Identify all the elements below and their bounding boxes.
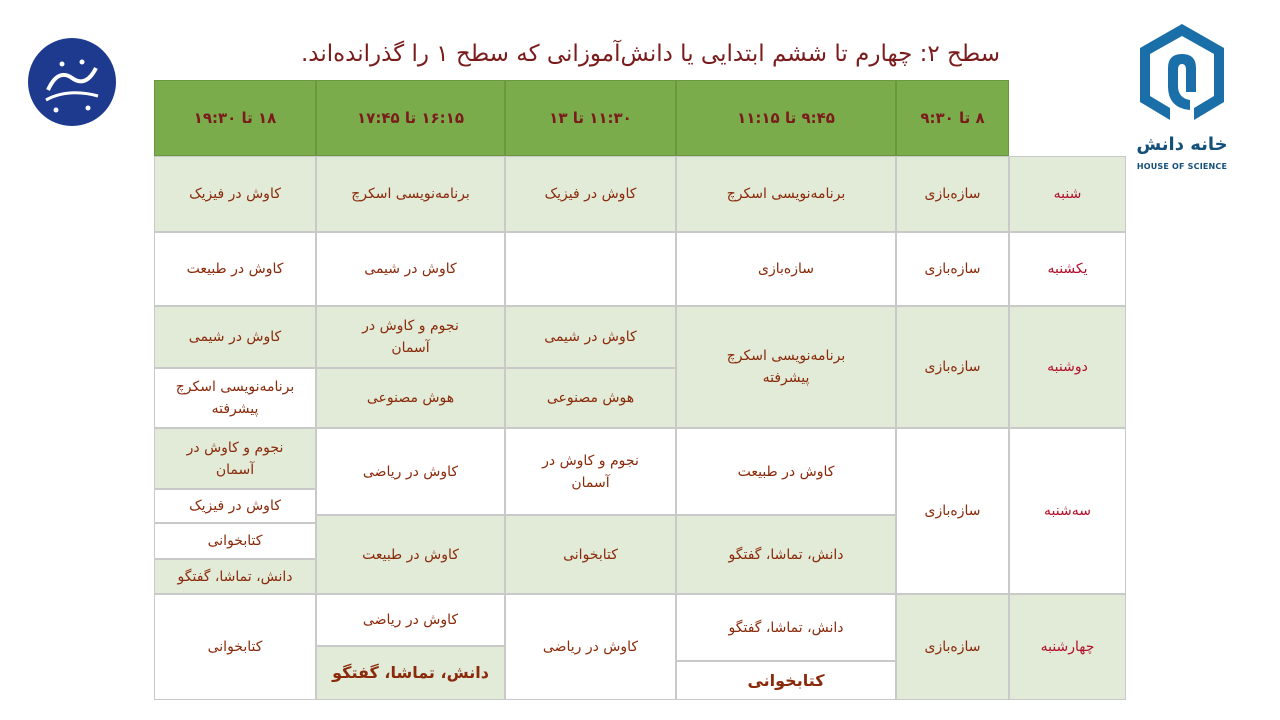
cell-tue-slot5d: دانش، تماشا، گفتگو [154,559,316,594]
cell-tue-slot2a: کاوش در طبیعت [676,428,896,515]
header-slot-4: ۱۶:۱۵ تا ۱۷:۴۵ [316,80,505,156]
cell-wed-slot4b: دانش، تماشا، گفتگو [316,646,505,700]
cell-tue-slot4b: کاوش در طبیعت [316,515,505,594]
cell-tue-slot2b: دانش، تماشا، گفتگو [676,515,896,594]
cell-mon-slot1: ساز‌ه‌بازی [896,306,1009,428]
cell-tue-slot3a: نجوم و کاوش در آسمان [505,428,676,515]
logo-text-fa: خانه دانش [1136,134,1228,155]
cell-wed-slot2b: کتابخوانی [676,661,896,700]
cell-mon-slot3b: هوش مصنوعی [505,368,676,428]
cell-sat-slot5: کاوش در فیزیک [154,156,316,232]
cell-wed-slot2a: دانش، تماشا، گفتگو [676,594,896,661]
day-wednesday: چهارشنبه [1009,594,1126,700]
cell-mon-slot4b: هوش مصنوعی [316,368,505,428]
cell-sun-slot5: کاوش در طبیعت [154,232,316,306]
cell-mon-slot5a: کاوش در شیمی [154,306,316,368]
page-title: سطح ۲: چهارم تا ششم ابتدایی یا دانش‌آموزانی که سطح ۱ را گذرانده‌اند. [300,41,1000,67]
cell-tue-slot5c: کتابخوانی [154,523,316,559]
cell-wed-slot1: ساز‌ه‌بازی [896,594,1009,700]
cell-wed-slot5: کتابخوانی [154,594,316,700]
header-slot-3: ۱۱:۳۰ تا ۱۳ [505,80,676,156]
cell-sun-slot4: کاوش در شیمی [316,232,505,306]
cell-tue-slot5b: کاوش در فیزیک [154,489,316,523]
cell-sat-slot3: کاوش در فیزیک [505,156,676,232]
cell-sun-slot1: ساز‌ه‌بازی [896,232,1009,306]
cell-mon-slot4a: نجوم و کاوش در آسمان [316,306,505,368]
logo-text-en: HOUSE OF SCIENCE [1136,162,1228,171]
cell-sat-slot1: ساز‌ه‌بازی [896,156,1009,232]
header-slot-5: ۱۸ تا ۱۹:۳۰ [154,80,316,156]
cell-sun-slot3 [505,232,676,306]
cell-tue-slot5a: نجوم و کاوش در آسمان [154,428,316,489]
cell-tue-slot3b: کتابخوانی [505,515,676,594]
day-sunday: یکشنبه [1009,232,1126,306]
cell-sun-slot2: ساز‌ه‌بازی [676,232,896,306]
day-saturday: شنبه [1009,156,1126,232]
cell-tue-slot1: ساز‌ه‌بازی [896,428,1009,594]
cell-mon-slot5b: برنامه‌نویسی اسکرچ پیشرفته [154,368,316,428]
day-monday: دوشنبه [1009,306,1126,428]
cell-wed-slot4a: کاوش در ریاضی [316,594,505,646]
header-slot-2: ۹:۴۵ تا ۱۱:۱۵ [676,80,896,156]
bonyad-logo [28,38,116,126]
cell-sat-slot2: برنامه‌نویسی اسکرچ [676,156,896,232]
cell-wed-slot3: کاوش در ریاضی [505,594,676,700]
cell-sat-slot4: برنامه‌نویسی اسکرچ [316,156,505,232]
cell-mon-slot2: برنامه‌نویسی اسکرچ پیشرفته [676,306,896,428]
cell-mon-slot3a: کاوش در شیمی [505,306,676,368]
day-tuesday: سه‌شنبه [1009,428,1126,594]
header-slot-1: ۸ تا ۹:۳۰ [896,80,1009,156]
cell-tue-slot4a: کاوش در ریاضی [316,428,505,515]
house-of-science-logo [1132,18,1232,178]
